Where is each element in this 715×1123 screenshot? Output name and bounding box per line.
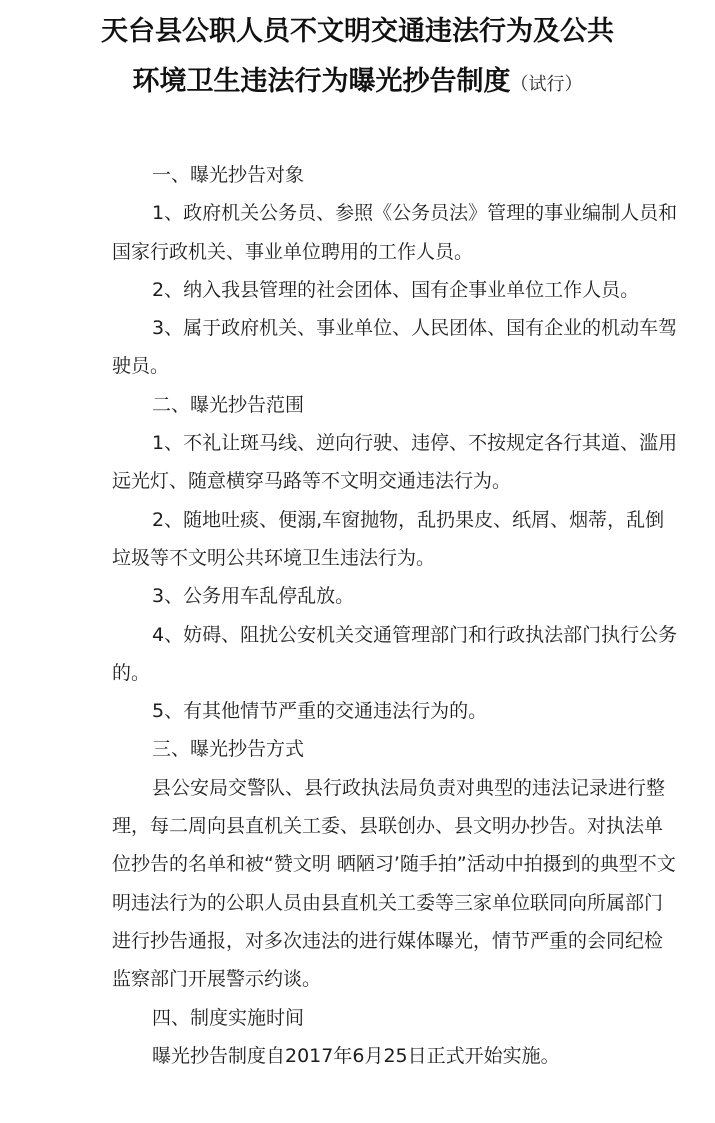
section-1-paragraph-3: 3、属于政府机关、事业单位、人民团体、国有企业的机动车驾驶员。 xyxy=(112,317,678,378)
document-title-main: 环境卫生违法行为曝光抄告制度 xyxy=(132,66,511,97)
section-2-paragraph-3: 3、公务用车乱停乱放。 xyxy=(152,585,355,608)
section-2-paragraph-1: 1、不礼让斑马线、逆向行驶、违停、不按规定各行其道、滥用远光灯、随意横穿马路等不文明交通违法行为。 xyxy=(112,432,678,493)
document-title-line2 xyxy=(0,60,715,107)
section-4-paragraph-1: 曝光抄告制度自2017年6月25日正式开始实施。 xyxy=(152,1044,560,1067)
section-3-paragraph-1: 县公安局交警队、县行政执法局负责对典型的违法记录进行整理，每二周向县直机关工委、县联创办、县文明办抄告。对执法单位抄告的名单和被“赞文明 晒陋习’随手拍”活动中拍摄到的典型不文明违法行为的公职人员由县直机关工委等三家单位联同向所属部门进行抄告通报，对多次违法的进行媒体曝光，情节严重的会同纪检监察部门开展警示约谈。 xyxy=(112,776,676,991)
section-1-paragraph-2: 2、纳入我县管理的社会团体、国有企事业单位工作人员。 xyxy=(152,278,640,301)
section-heading-1: 一、曝光抄告对象 xyxy=(152,164,305,186)
document-title-note: （试行） xyxy=(510,74,583,95)
section-1-paragraph-1: 1、政府机关公务员、参照《公务员法》管理的事业编制人员和国家行政机关、事业单位聘用的工作人员。 xyxy=(112,202,678,263)
section-2-paragraph-2: 2、随地吐痰、便溺,车窗抛物，乱扔果皮、纸屑、烟蒂，乱倒垃圾等不文明公共环境卫生违法行为。 xyxy=(112,508,665,569)
section-heading-4: 四、制度实施时间 xyxy=(152,1006,305,1029)
document-body xyxy=(112,156,680,1075)
section-2-paragraph-5: 5、有其他情节严重的交通违法行为的。 xyxy=(152,700,488,723)
section-heading-2: 二、曝光抄告范围 xyxy=(152,393,305,416)
document-title-line1: 天台县公职人员不文明交通违法行为及公共 xyxy=(101,16,614,47)
section-heading-3: 三、曝光抄告方式 xyxy=(152,738,305,761)
section-2-paragraph-4: 4、妨碍、阻扰公安机关交通管理部门和行政执法部门执行公务的。 xyxy=(112,623,678,684)
